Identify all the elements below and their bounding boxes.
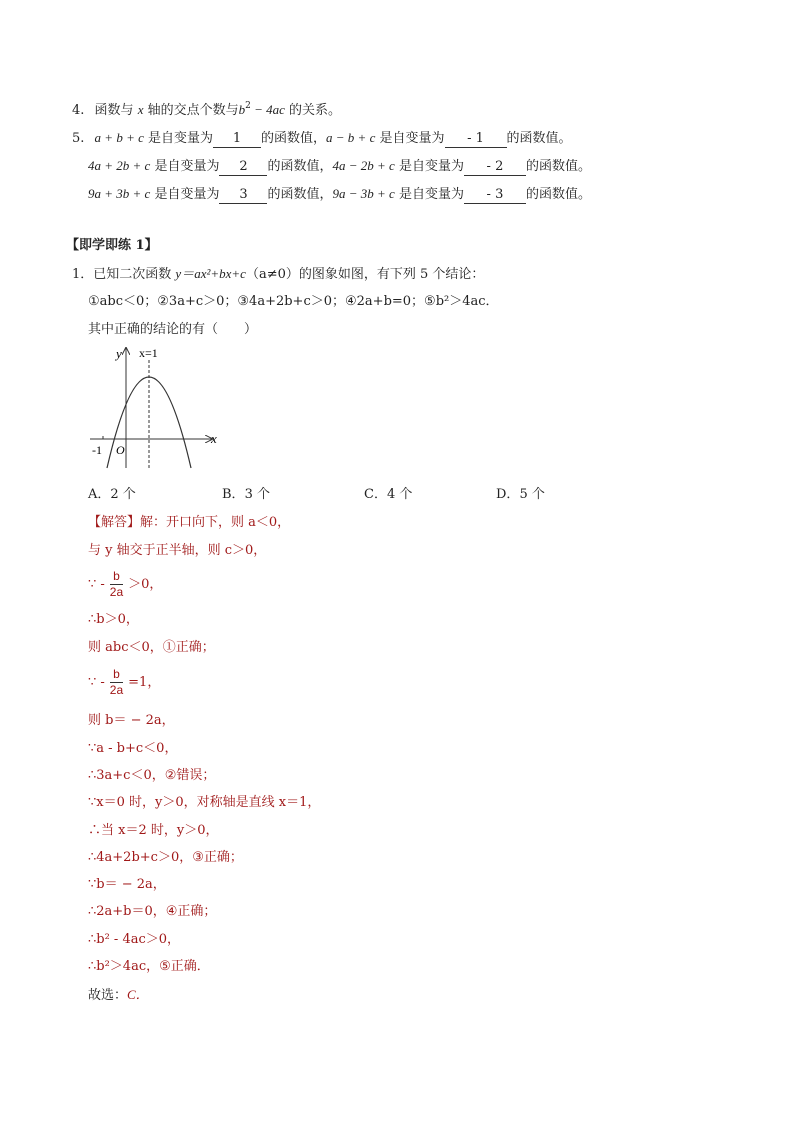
text: 的函数值， [261,131,327,146]
answer-blank: - 3 [464,187,526,204]
answer-blank: 2 [219,159,267,176]
text: 的函数值。 [525,159,591,174]
solution-line-7: 则 b＝ − 2a， [88,713,175,728]
verdict: ②错误； [164,768,216,783]
solution-line-1 [88,513,290,533]
solution-line-5 [88,638,215,658]
math: y＝ax²+bx+c [175,266,246,281]
text: =1， [128,675,161,690]
option-b[interactable] [222,485,270,505]
item-5-row-2 [88,156,591,177]
fraction-denominator: 2a [109,585,124,599]
y-label: y [116,346,122,361]
text: 是自变量为 [150,159,220,174]
question-number: 1． [72,267,94,282]
fraction [107,667,126,698]
math: 9a − 3b + c [332,186,395,201]
solution-line-10: ∵x＝0 时，y＞0，对称轴是直线 x＝1， [88,795,321,810]
text: （a≠0） [245,267,299,282]
text: 的关系。 [284,103,342,118]
solution-line-4: ∴b＞0， [88,612,139,627]
solution-line-16 [88,957,210,977]
fraction-denominator: 2a [109,683,124,697]
symmetry-label: x=1 [139,346,158,360]
text: 是自变量为 [375,131,445,146]
text: ∴4a+2b+c＞0， [88,850,193,865]
text: 的函数值， [267,159,333,174]
verdict: ③正确； [192,850,243,865]
answer-blank: - 2 [464,159,526,176]
text: 是自变量为 [150,187,220,202]
solution-line-15: ∴b² - 4ac＞0， [88,932,181,947]
item-number: 5. [72,131,85,146]
option-value: 3 个 [244,487,270,502]
math: 4a + 2b + c [88,158,151,173]
math: b [238,102,246,117]
verdict: ⑤正确． [159,959,210,974]
fraction [107,569,126,600]
solution-tag: 【解答】 [88,515,141,530]
solution-line-17 [88,985,149,1006]
question-stem [72,264,484,285]
neg-one-label: -1 [92,443,102,457]
fraction-numerator: b [110,667,123,683]
item-5-row-3 [88,184,591,205]
origin-label: O [116,443,125,457]
solution-line-13: ∵b＝ − 2a， [88,877,166,892]
math: 9a + 3b + c [88,186,151,201]
text: 轴的交点个数与 [143,103,239,118]
option-letter: A． [88,487,111,502]
statements: ①abc＜0；②3a+c＞0；③4a+2b+c＞0；④2a+b=0；⑤b²＞4ac． [88,294,499,309]
option-letter: C． [364,487,387,502]
option-letter: D． [496,487,520,502]
text: 是自变量为 [394,187,464,202]
answer-blank: 1 [213,131,261,148]
text: ∴3a+c＜0， [88,768,165,783]
solution-line-11: ∴当 x＝2 时，y＞0， [88,823,219,838]
text: ＞0， [128,577,163,592]
option-d[interactable] [496,485,545,505]
text: ∵ - [88,675,105,690]
solution-line-8: ∵a - b+c＜0， [88,741,178,756]
text: ∴b²＞4ac， [88,959,160,974]
solution-line-2: 与 y 轴交于正半轴，则 c＞0， [88,543,267,558]
x-label: x [211,431,217,446]
solution-line-3 [88,568,162,602]
math: x [137,102,144,117]
verdict: ④正确； [165,904,217,919]
option-letter: B． [222,487,245,502]
exponent: 2 [245,101,251,111]
text: ∵ - [88,577,105,592]
text: 是自变量为 [394,159,464,174]
solution-line-6 [88,666,160,700]
text: 解：开口向下，则 a＜0， [140,515,291,530]
section-heading: 【即学即练 1】 [66,238,158,253]
verdict: ①正确； [162,640,215,655]
math: − 4ac [250,102,285,117]
solution-line-14 [88,902,216,922]
solution-line-9 [88,766,215,786]
item-5-row-1 [72,128,572,149]
option-c[interactable] [364,485,412,505]
option-value: 4 个 [386,487,413,502]
answer-blank: - 1 [445,131,507,148]
text: 的函数值。 [525,187,591,202]
text: 的函数值。 [506,131,572,146]
text: 是自变量为 [143,131,214,146]
fraction-numerator: b [110,569,123,585]
math: 4a − 2b + c [332,158,395,173]
text: 则 abc＜0， [88,640,163,655]
math: a − b + c [326,130,376,145]
answer-blank: 3 [219,187,267,204]
text: 故选： [88,988,128,1003]
final-answer: C． [127,987,149,1002]
text: ∴2a+b＝0， [88,904,166,919]
option-a[interactable] [88,485,136,505]
item-number: 4. [72,103,85,118]
item-4 [72,100,341,121]
option-value: 2 个 [110,487,136,502]
solution-line-12 [88,848,243,868]
text: 的图象如图，有下列 5 个结论： [298,267,485,282]
option-value: 5 个 [519,487,545,502]
text: 函数与 [94,103,138,118]
math: a + b + c [94,130,144,145]
text: 已知二次函数 [93,267,176,282]
question-ask: 其中正确的结论的有（ ） [88,322,258,337]
text: 的函数值， [267,187,333,202]
parabola-graph [86,342,226,472]
